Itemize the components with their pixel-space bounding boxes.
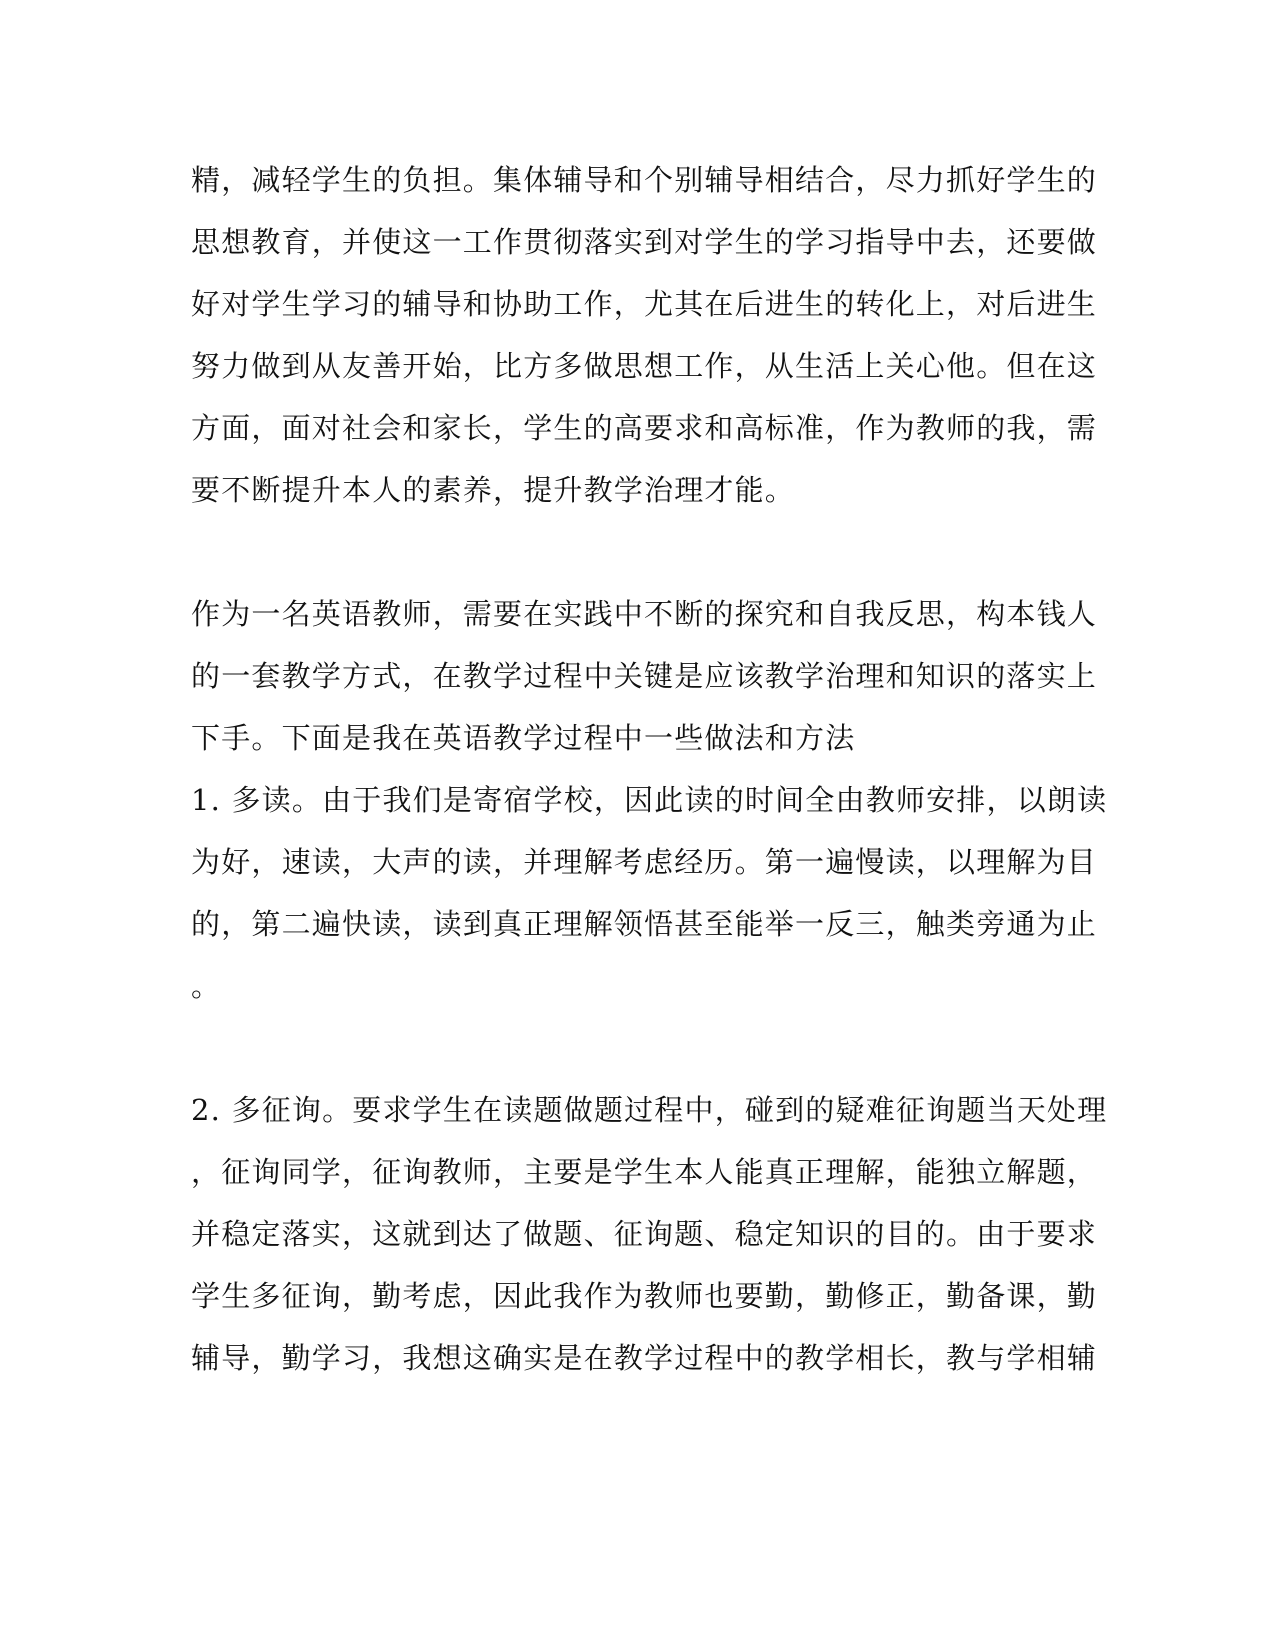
text-line: 并稳定落实，这就到达了做题、征询题、稳定知识的目的。由于要求: [191, 1217, 1098, 1251]
text-line: 辅导，勤学习，我想这确实是在教学过程中的教学相长，教与学相辅: [191, 1341, 1098, 1375]
text-line: 学生多征询，勤考虑，因此我作为教师也要勤，勤修正，勤备课，勤: [191, 1279, 1098, 1313]
text-line: 下手。下面是我在英语教学过程中一些做法和方法: [191, 721, 856, 755]
text-line: 2. 多征询。要求学生在读题做题过程中，碰到的疑难征询题当天处理: [191, 1093, 1108, 1127]
text-line: 为好，速读，大声的读，并理解考虑经历。第一遍慢读，以理解为目: [191, 845, 1098, 879]
text-line: 。: [191, 969, 222, 1003]
text-line: ，征询同学，征询教师，主要是学生本人能真正理解，能独立解题，: [191, 1155, 1098, 1189]
text-line: 努力做到从友善开始，比方多做思想工作，从生活上关心他。但在这: [191, 349, 1098, 383]
text-line: 的，第二遍快读，读到真正理解领悟甚至能举一反三，触类旁通为止: [191, 907, 1098, 941]
text-line: 好对学生学习的辅导和协助工作，尤其在后进生的转化上，对后进生: [191, 287, 1098, 321]
text-line: 的一套教学方式，在教学过程中关键是应该教学治理和知识的落实上: [191, 659, 1098, 693]
text-line: 精，减轻学生的负担。集体辅导和个别辅导相结合，尽力抓好学生的: [191, 163, 1098, 197]
text-line: 1. 多读。由于我们是寄宿学校，因此读的时间全由教师安排，以朗读: [191, 783, 1108, 817]
text-line: 要不断提升本人的素养，提升教学治理才能。: [191, 473, 796, 507]
text-line: 作为一名英语教师，需要在实践中不断的探究和自我反思，构本钱人: [191, 597, 1098, 631]
text-line: 方面，面对社会和家长，学生的高要求和高标准，作为教师的我，需: [191, 411, 1098, 445]
text-line: 思想教育，并使这一工作贯彻落实到对学生的学习指导中去，还要做: [191, 225, 1098, 259]
